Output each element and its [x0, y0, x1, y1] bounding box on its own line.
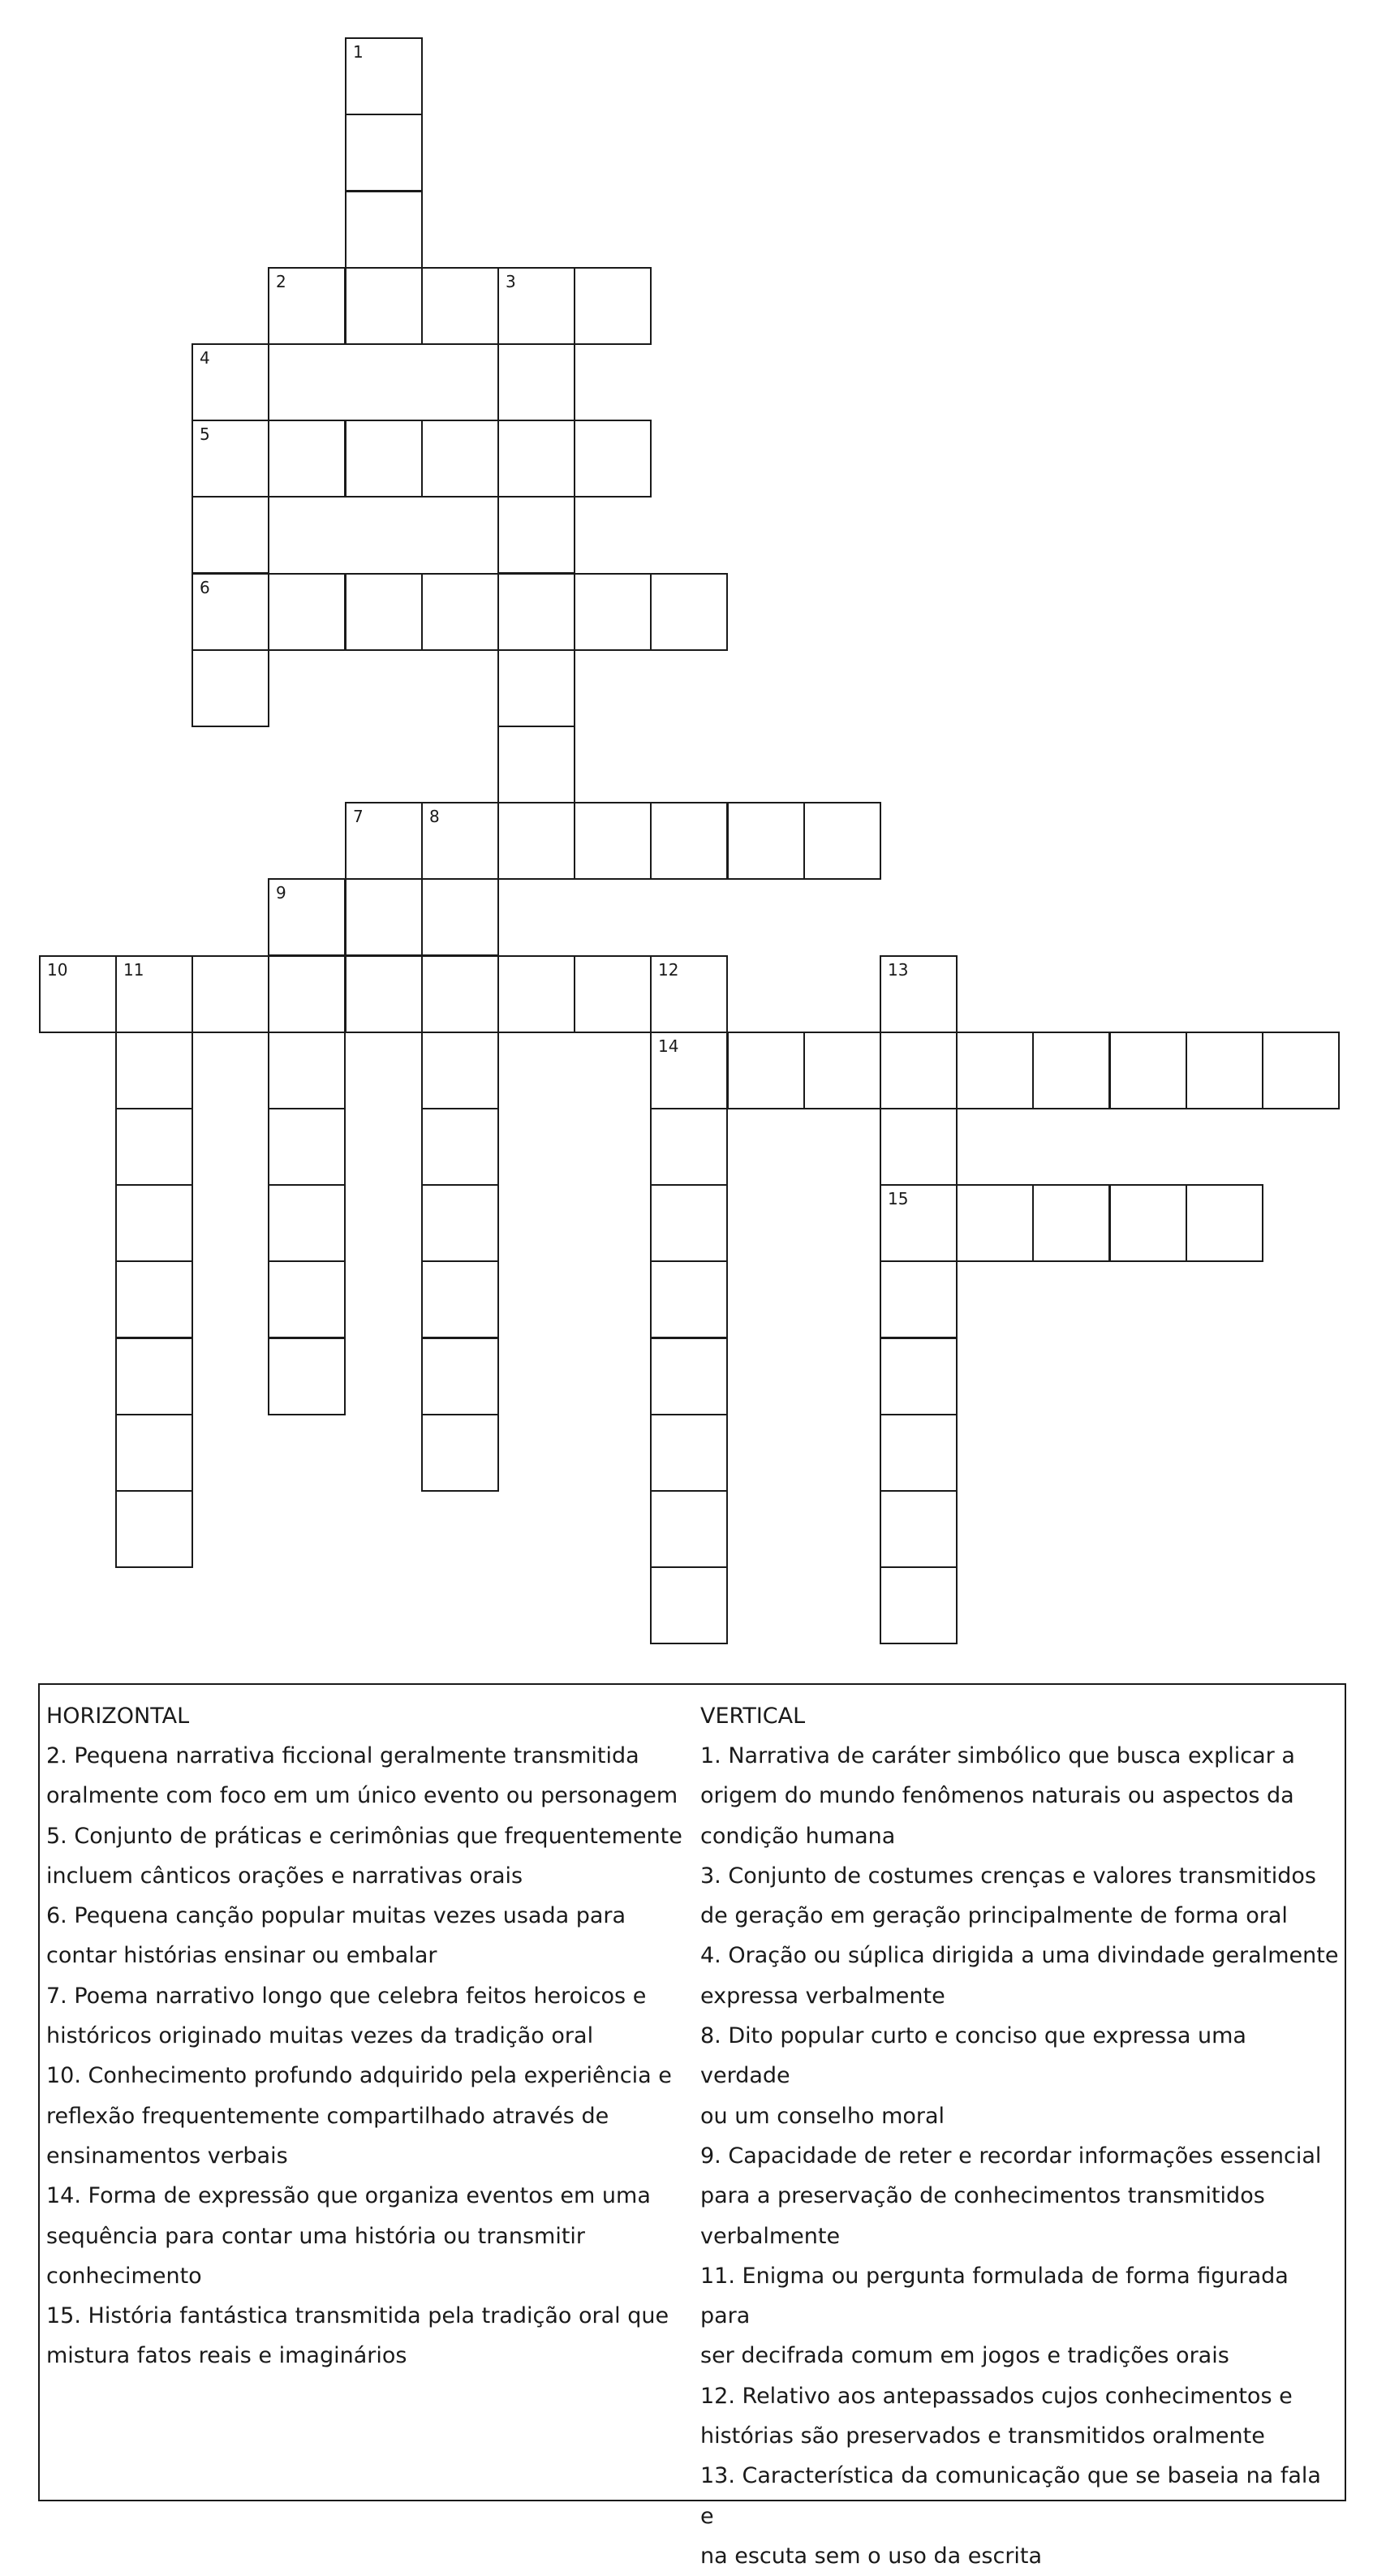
crossword-cell[interactable] — [574, 267, 652, 345]
crossword-cell[interactable] — [421, 1338, 499, 1415]
crossword-cell[interactable] — [345, 267, 423, 345]
clue-line: 10. Conhecimento profundo adquirido pela experiência e — [46, 2063, 672, 2089]
crossword-cell[interactable] — [803, 1032, 881, 1109]
crossword-cell[interactable] — [421, 1414, 499, 1492]
crossword-cell[interactable] — [497, 343, 575, 421]
crossword-cell[interactable] — [650, 573, 728, 651]
crossword-cell[interactable] — [115, 1108, 193, 1186]
crossword-cell[interactable] — [574, 802, 652, 880]
crossword-cell[interactable] — [574, 955, 652, 1033]
crossword-cell[interactable] — [803, 802, 881, 880]
clue-number: 15 — [888, 1189, 909, 1208]
clue-line: sequência para contar uma história ou transmitir — [46, 2223, 586, 2249]
crossword-cell[interactable] — [115, 1338, 193, 1415]
crossword-cell[interactable] — [880, 1566, 958, 1644]
crossword-cell[interactable] — [192, 573, 269, 651]
clue-line: na escuta sem o uso da escrita — [700, 2543, 1043, 2569]
crossword-cell[interactable] — [421, 267, 499, 345]
crossword-cell[interactable] — [39, 955, 117, 1033]
crossword-cell[interactable] — [956, 1184, 1034, 1262]
clue-number: 5 — [200, 424, 210, 444]
crossword-cell[interactable] — [421, 1260, 499, 1338]
crossword-cell[interactable] — [650, 1338, 728, 1415]
clue-number: 7 — [353, 807, 364, 826]
crossword-cell[interactable] — [650, 955, 728, 1033]
crossword-cell[interactable] — [497, 649, 575, 727]
clue-line: condição humana — [700, 1823, 896, 1849]
crossword-cell[interactable] — [497, 267, 575, 345]
clue-line: 14. Forma de expressão que organiza eventos em uma — [46, 2183, 651, 2209]
crossword-cell[interactable] — [880, 1414, 958, 1492]
crossword-cell[interactable] — [421, 878, 499, 956]
crossword-cell[interactable] — [192, 343, 269, 421]
crossword-cell[interactable] — [268, 1338, 346, 1415]
crossword-cell[interactable] — [650, 1184, 728, 1262]
clue-line: 3. Conjunto de costumes crenças e valores transmitidos — [700, 1863, 1316, 1889]
clue-number: 12 — [658, 960, 679, 980]
crossword-cell[interactable] — [650, 1032, 728, 1109]
crossword-cell[interactable] — [880, 1184, 958, 1262]
clue-line: 6. Pequena canção popular muitas vezes usada para — [46, 1903, 626, 1929]
clue-number: 9 — [276, 883, 286, 902]
clues-panel — [38, 1683, 1346, 2569]
crossword-cell[interactable] — [268, 420, 346, 498]
crossword-cell[interactable] — [1109, 1032, 1187, 1109]
crossword-cell[interactable] — [421, 420, 499, 498]
clue-line: 15. História fantástica transmitida pela tradição oral que — [46, 2303, 669, 2329]
crossword-cell[interactable] — [345, 878, 423, 956]
crossword-cell[interactable] — [497, 573, 575, 651]
clue-number: 3 — [506, 272, 516, 291]
crossword-cell[interactable] — [268, 267, 346, 345]
clue-line: mistura fatos reais e imaginários — [46, 2343, 407, 2369]
crossword-cell[interactable] — [421, 1108, 499, 1186]
crossword-cell[interactable] — [115, 955, 193, 1033]
crossword-cell[interactable] — [268, 1108, 346, 1186]
clue-line: conhecimento — [46, 2263, 202, 2289]
clue-line: ensinamentos verbais — [46, 2143, 288, 2169]
crossword-cell[interactable] — [115, 1490, 193, 1568]
clue-line: incluem cânticos orações e narrativas orais — [46, 1863, 523, 1889]
clue-line: verbalmente — [700, 2223, 841, 2249]
clue-line: origem do mundo fenômenos naturais ou aspectos da — [700, 1783, 1294, 1809]
crossword-cell[interactable] — [497, 726, 575, 803]
crossword-cell[interactable] — [880, 1032, 958, 1109]
clue-line: 13. Característica da comunicação que se baseia na fala e — [700, 2463, 1321, 2529]
crossword-cell[interactable] — [268, 1032, 346, 1109]
crossword-cell[interactable] — [497, 496, 575, 574]
crossword-cell[interactable] — [956, 1032, 1034, 1109]
clue-line: ser decifrada comum em jogos e tradições orais — [700, 2343, 1229, 2369]
crossword-cell[interactable] — [650, 802, 728, 880]
vertical-title: VERTICAL — [700, 1704, 806, 1729]
clue-line: 11. Enigma ou pergunta formulada de forma figurada para — [700, 2263, 1289, 2329]
crossword-cell[interactable] — [421, 1032, 499, 1109]
crossword-cell[interactable] — [880, 955, 958, 1033]
crossword-cell[interactable] — [880, 1108, 958, 1186]
crossword-cell[interactable] — [1032, 1032, 1110, 1109]
clue-line: ou um conselho moral — [700, 2103, 945, 2129]
clue-line: expressa verbalmente — [700, 1983, 945, 2009]
crossword-cell[interactable] — [497, 802, 575, 880]
clue-line: contar histórias ensinar ou embalar — [46, 1943, 437, 1969]
crossword-cell[interactable] — [345, 955, 423, 1033]
crossword-cell[interactable] — [192, 649, 269, 727]
horizontal-title: HORIZONTAL — [46, 1704, 190, 1729]
clue-line: oralmente com foco em um único evento ou personagem — [46, 1783, 678, 1809]
clue-line: históricos originado muitas vezes da tradição oral — [46, 2023, 594, 2049]
crossword-cell[interactable] — [192, 420, 269, 498]
clue-number: 8 — [429, 807, 440, 826]
crossword-cell[interactable] — [1262, 1032, 1340, 1109]
clue-line: 2. Pequena narrativa ficcional geralmente transmitida — [46, 1743, 639, 1768]
crossword-cell[interactable] — [192, 955, 269, 1033]
crossword-cell[interactable] — [650, 1566, 728, 1644]
crossword-cell[interactable] — [727, 802, 805, 880]
clue-line: 8. Dito popular curto e conciso que expressa uma verdade — [700, 2023, 1246, 2089]
clue-line: 4. Oração ou súplica dirigida a uma divindade geralmente — [700, 1943, 1339, 1969]
crossword-cell[interactable] — [115, 1184, 193, 1262]
clue-number: 10 — [47, 960, 68, 980]
clue-line: 7. Poema narrativo longo que celebra feitos heroicos e — [46, 1983, 647, 2009]
crossword-cell[interactable] — [268, 878, 346, 956]
crossword-cell[interactable] — [345, 573, 423, 651]
crossword-cell[interactable] — [421, 955, 499, 1033]
clue-number: 1 — [353, 42, 364, 62]
crossword-cell[interactable] — [574, 420, 652, 498]
crossword-cell[interactable] — [421, 802, 499, 880]
crossword-cell[interactable] — [880, 1260, 958, 1338]
crossword-cell[interactable] — [574, 573, 652, 651]
crossword-cell[interactable] — [345, 37, 423, 115]
crossword-cell[interactable] — [268, 955, 346, 1033]
crossword-cell[interactable] — [268, 573, 346, 651]
clue-line: 9. Capacidade de reter e recordar informações essencial — [700, 2143, 1322, 2169]
crossword-cell[interactable] — [1032, 1184, 1110, 1262]
crossword-cell[interactable] — [497, 420, 575, 498]
crossword-cell[interactable] — [650, 1108, 728, 1186]
clue-line: 5. Conjunto de práticas e cerimônias que frequentemente — [46, 1823, 682, 1849]
vertical-clues — [700, 1696, 1341, 2576]
clue-number: 11 — [123, 960, 144, 980]
clue-line: histórias são preservados e transmitidos oralmente — [700, 2423, 1265, 2449]
clue-number: 2 — [276, 272, 286, 291]
clue-line: reflexão frequentemente compartilhado através de — [46, 2103, 609, 2129]
crossword-cell[interactable] — [115, 1414, 193, 1492]
crossword-cell[interactable] — [115, 1032, 193, 1109]
clue-line: 12. Relativo aos antepassados cujos conhecimentos e — [700, 2383, 1293, 2409]
horizontal-clues — [46, 1696, 687, 2376]
clue-line: para a preservação de conhecimentos transmitidos — [700, 2183, 1265, 2209]
crossword-cell[interactable] — [1109, 1184, 1187, 1262]
clue-number: 14 — [658, 1036, 679, 1056]
crossword-cell[interactable] — [880, 1490, 958, 1568]
crossword-cell[interactable] — [268, 1260, 346, 1338]
crossword-cell[interactable] — [880, 1338, 958, 1415]
crossword-cell[interactable] — [421, 573, 499, 651]
clue-line: 1. Narrativa de caráter simbólico que busca explicar a — [700, 1743, 1295, 1768]
clue-line: de geração em geração principalmente de forma oral — [700, 1903, 1288, 1929]
crossword-cell[interactable] — [268, 1184, 346, 1262]
crossword-cell[interactable] — [650, 1490, 728, 1568]
crossword-cell[interactable] — [1186, 1184, 1263, 1262]
crossword-cell[interactable] — [345, 420, 423, 498]
crossword-cell[interactable] — [115, 1260, 193, 1338]
clue-number: 4 — [200, 348, 210, 368]
crossword-cell[interactable] — [345, 114, 423, 192]
clue-number: 6 — [200, 578, 210, 597]
crossword-cell[interactable] — [650, 1414, 728, 1492]
crossword-cell[interactable] — [192, 496, 269, 574]
crossword-cell[interactable] — [345, 802, 423, 880]
crossword-cell[interactable] — [727, 1032, 805, 1109]
crossword-cell[interactable] — [421, 1184, 499, 1262]
crossword-cell[interactable] — [650, 1260, 728, 1338]
crossword-cell[interactable] — [345, 191, 423, 269]
crossword-cell[interactable] — [497, 955, 575, 1033]
crossword-cell[interactable] — [1186, 1032, 1263, 1109]
clue-number: 13 — [888, 960, 909, 980]
